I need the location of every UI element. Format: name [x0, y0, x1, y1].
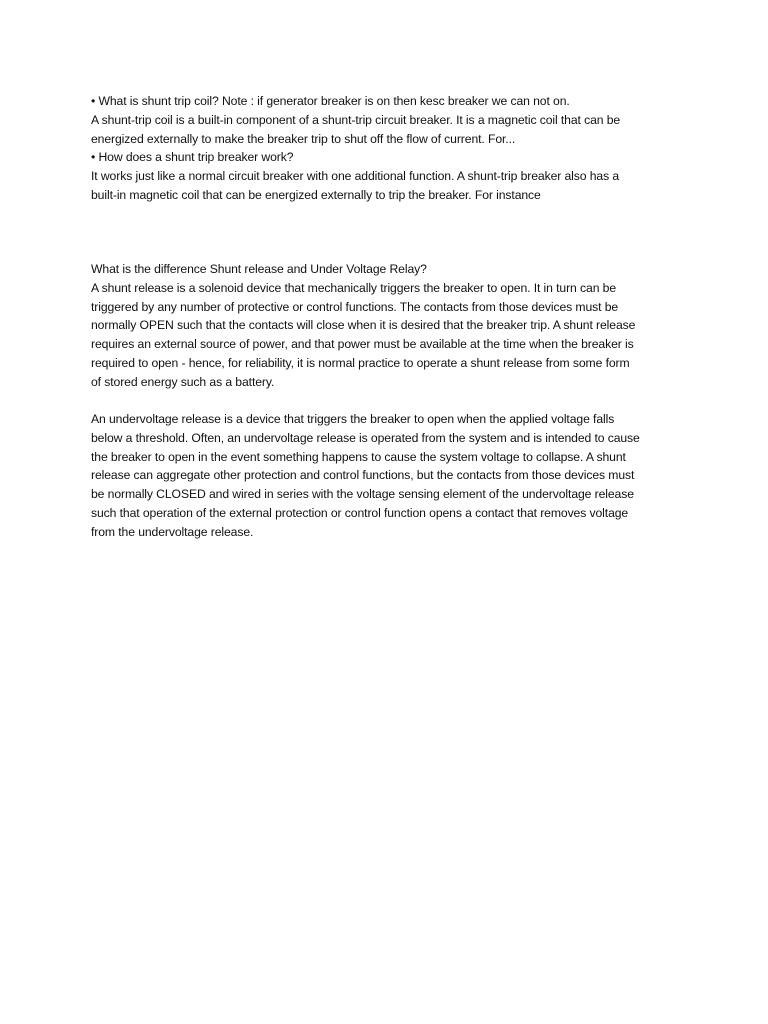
answer-line: built-in magnetic coil that can be energized externally to trip the breaker. For instance: [91, 187, 541, 202]
section-heading: What is the difference Shunt release and Under Voltage Relay?: [91, 262, 427, 276]
question-shunt-trip-breaker-work: • How does a shunt trip breaker work?: [91, 150, 294, 165]
paragraph-line: be normally CLOSED and wired in series with the voltage sensing element of the undervoltage release: [91, 487, 634, 502]
paragraph-line: A shunt release is a solenoid device that mechanically triggers the breaker to open. It in turn can be: [91, 280, 617, 295]
undervoltage-release-section: [91, 410, 640, 542]
shunt-trip-faq-section: [91, 92, 620, 205]
answer-line: A shunt-trip coil is a built-in component of a shunt-trip circuit breaker. It is a magnetic coil that can be: [91, 112, 621, 127]
question-shunt-trip-coil: • What is shunt trip coil? Note : if generator breaker is on then kesc breaker we can not on.: [91, 94, 570, 108]
paragraph-line: required to open - hence, for reliability, it is normal practice to operate a shunt release from some form: [91, 355, 630, 370]
paragraph-line: requires an external source of power, and that power must be available at the time when the breaker is: [91, 337, 634, 352]
paragraph-line: below a threshold. Often, an undervoltage release is operated from the system and is intended to cause: [91, 430, 640, 445]
paragraph-line: the breaker to open in the event something happens to cause the system voltage to collapse. A shunt: [91, 449, 626, 464]
shunt-release-section: [91, 260, 635, 392]
answer-line: It works just like a normal circuit breaker with one additional function. A shunt-trip breaker also has a: [91, 169, 620, 184]
paragraph-line: An undervoltage release is a device that triggers the breaker to open when the applied voltage falls: [91, 412, 615, 426]
paragraph-line: from the undervoltage release.: [91, 524, 254, 539]
paragraph-line: of stored energy such as a battery.: [91, 374, 275, 389]
paragraph-line: normally OPEN such that the contacts will close when it is desired that the breaker trip. A shunt release: [91, 318, 636, 333]
answer-line: energized externally to make the breaker trip to shut off the flow of current. For...: [91, 131, 516, 146]
paragraph-line: release can aggregate other protection and control functions, but the contacts from those devices must: [91, 468, 635, 483]
paragraph-line: such that operation of the external protection or control function opens a contact that removes voltage: [91, 505, 629, 520]
paragraph-line: triggered by any number of protective or control functions. The contacts from those devices must be: [91, 299, 619, 314]
